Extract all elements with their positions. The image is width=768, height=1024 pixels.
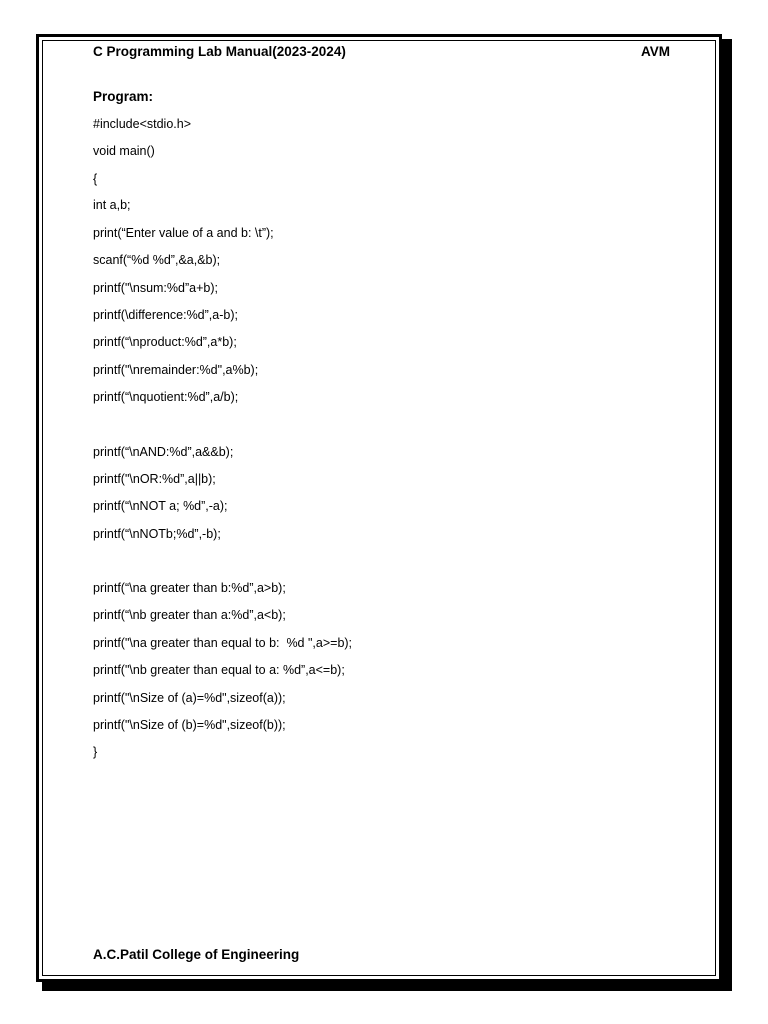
header-title: C Programming Lab Manual(2023-2024): [93, 44, 346, 59]
code-line: printf("\nb greater than equal to a: %d”,a<=b);: [93, 663, 345, 677]
code-line: print(“Enter value of a and b: \t”);: [93, 226, 274, 240]
code-line: printf(“\nquotient:%d”,a/b);: [93, 390, 239, 404]
code-line: printf("\nOR:%d”,a||b);: [93, 472, 216, 486]
code-line: {: [93, 172, 98, 186]
code-line: int a,b;: [93, 198, 131, 212]
code-line: printf("\na greater than equal to b: %d ",a>=b);: [93, 636, 353, 650]
code-line: printf("\nSize of (b)=%d",sizeof(b));: [93, 718, 286, 732]
code-line: printf(“\nb greater than a:%d”,a<b);: [93, 608, 286, 622]
code-line: void main(): [93, 144, 155, 158]
code-line: printf("\nSize of (a)=%d",sizeof(a));: [93, 691, 286, 705]
header-author-code: AVM: [641, 44, 670, 59]
code-line: printf(\difference:%d”,a-b);: [93, 308, 238, 322]
code-line: printf("\nremainder:%d",a%b);: [93, 363, 259, 377]
code-line: printf(“\nNOT a; %d”,-a);: [93, 499, 228, 513]
code-line: printf(“\nproduct:%d”,a*b);: [93, 335, 237, 349]
code-line: printf("\nsum:%d”a+b);: [93, 281, 218, 295]
code-line: }: [93, 745, 98, 759]
code-line: printf(“\na greater than b:%d”,a>b);: [93, 581, 286, 595]
program-label: Program:: [93, 89, 154, 104]
code-line: printf(“\nNOTb;%d”,-b);: [93, 527, 221, 541]
footer-college: A.C.Patil College of Engineering: [93, 947, 300, 962]
code-line: printf(“\nAND:%d”,a&&b);: [93, 445, 234, 459]
code-line: #include<stdio.h>: [93, 117, 191, 131]
code-line: scanf(“%d %d”,&a,&b);: [93, 253, 221, 267]
